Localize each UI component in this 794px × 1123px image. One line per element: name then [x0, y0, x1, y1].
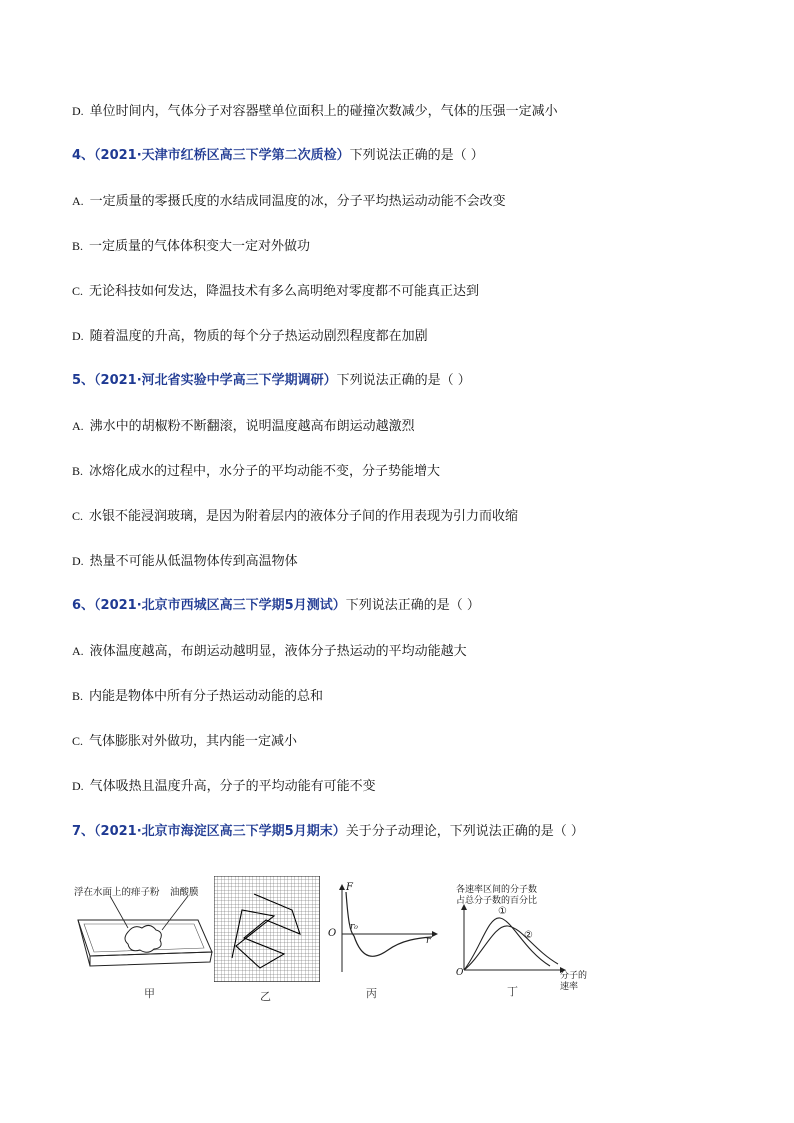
option-letter: C.: [72, 509, 84, 523]
question-number: 6、: [72, 598, 95, 613]
label-powder: 浮在水面上的痱子粉: [74, 887, 160, 898]
option-text: 随着温度的升高，物质的每个分子热运动剧烈程度都在加剧: [89, 329, 428, 344]
figure-caption-ding: 丁: [507, 985, 518, 998]
figure-jia: [70, 880, 215, 975]
option-letter: A.: [72, 644, 84, 658]
q4-option-d: [72, 326, 428, 347]
figure-yi: [214, 876, 320, 982]
figure-caption-yi: 乙: [260, 990, 271, 1003]
figure-bing-drawing: [322, 880, 440, 975]
option-letter: C.: [72, 734, 84, 748]
q4-option-c: [72, 281, 479, 302]
q4-option-a: [72, 191, 506, 212]
question-source: （2021·北京市西城区高三下学期5月测试）: [94, 598, 346, 613]
option-text: 无论科技如何发达，降温技术有多么高明绝对零度都不可能真正达到: [89, 284, 480, 299]
option-text: 一定质量的零摄氏度的水结成同温度的冰，分子平均热运动动能不会改变: [89, 194, 506, 209]
question-5-header: [72, 371, 471, 391]
option-letter: B.: [72, 464, 84, 478]
xlabel-line-1: 分子的: [560, 971, 588, 981]
option-letter: D.: [72, 779, 84, 793]
figure-caption-bing: 丙: [366, 987, 377, 1000]
option-letter: D.: [72, 554, 84, 568]
axis-label-f: F: [346, 882, 353, 893]
question-4-header: [72, 146, 484, 166]
option-letter: A.: [72, 419, 84, 433]
xlabel-line-2: 速率: [560, 982, 579, 992]
label-oil-film: 油酸膜: [170, 887, 199, 898]
ylabel-line-1: 各速率区间的分子数: [456, 885, 538, 895]
option-text: 液体温度越高，布朗运动越明显，液体分子热运动的平均动能越大: [89, 644, 467, 659]
q5-option-d: [72, 551, 298, 572]
option-letter: A.: [72, 194, 84, 208]
figure-yi-drawing: [214, 876, 320, 982]
option-text: 沸水中的胡椒粉不断翻滚，说明温度越高布朗运动越激烈: [89, 419, 415, 434]
question-source: （2021·河北省实验中学高三下学期调研）: [94, 373, 337, 388]
option-text: 水银不能浸润玻璃，是因为附着层内的液体分子间的作用表现为引力而收缩: [89, 509, 519, 524]
curve-label-2: ②: [524, 930, 533, 941]
origin-label: O: [456, 968, 464, 978]
q5-option-a: [72, 416, 415, 437]
option-text: 单位时间内，气体分子对容器壁单位面积上的碰撞次数减少，气体的压强一定减小: [89, 104, 558, 119]
option-text: 一定质量的气体体积变大一定对外做功: [89, 239, 311, 254]
q5-option-b: [72, 461, 440, 482]
question-number: 5、: [72, 373, 95, 388]
curve-label-1: ①: [498, 906, 507, 917]
axis-label-r: r: [426, 936, 431, 946]
r0-label: r₀: [350, 922, 358, 932]
q6-option-b: [72, 686, 323, 707]
option-text: 热量不可能从低温物体传到高温物体: [89, 554, 298, 569]
q6-option-a: [72, 641, 467, 662]
question-stem: 关于分子动理论，下列说法正确的是（ ）: [345, 824, 584, 839]
question-6-header: [72, 596, 480, 616]
option-letter: D.: [72, 104, 84, 118]
question-7-header: [72, 822, 584, 842]
q6-option-c: [72, 731, 297, 752]
q4-option-b: [72, 236, 310, 257]
figure-caption-jia: 甲: [144, 987, 155, 1000]
ylabel-line-2: 占总分子数的百分比: [456, 896, 538, 906]
question-stem: 下列说法正确的是（ ）: [345, 598, 480, 613]
question-stem: 下列说法正确的是（ ）: [336, 373, 471, 388]
option-text: 气体吸热且温度升高，分子的平均动能有可能不变: [89, 779, 376, 794]
q5-option-c: [72, 506, 518, 527]
origin-label: O: [328, 928, 337, 939]
figure-ding: [450, 880, 600, 990]
option-text: 冰熔化成水的过程中，水分子的平均动能不变，分子势能增大: [89, 464, 441, 479]
q6-option-d: [72, 776, 376, 797]
prev-option-d: [72, 101, 558, 122]
question-number: 7、: [72, 824, 95, 839]
option-letter: B.: [72, 239, 84, 253]
question-stem: 下列说法正确的是（ ）: [349, 148, 484, 163]
option-letter: B.: [72, 689, 84, 703]
option-text: 气体膨胀对外做功，其内能一定减小: [89, 734, 298, 749]
option-letter: D.: [72, 329, 84, 343]
question-number: 4、: [72, 148, 95, 163]
question-source: （2021·天津市红桥区高三下学第二次质检）: [94, 148, 350, 163]
question-source: （2021·北京市海淀区高三下学期5月期末）: [94, 824, 346, 839]
option-text: 内能是物体中所有分子热运动动能的总和: [89, 689, 324, 704]
figure-bing: [322, 880, 440, 975]
option-letter: C.: [72, 284, 84, 298]
